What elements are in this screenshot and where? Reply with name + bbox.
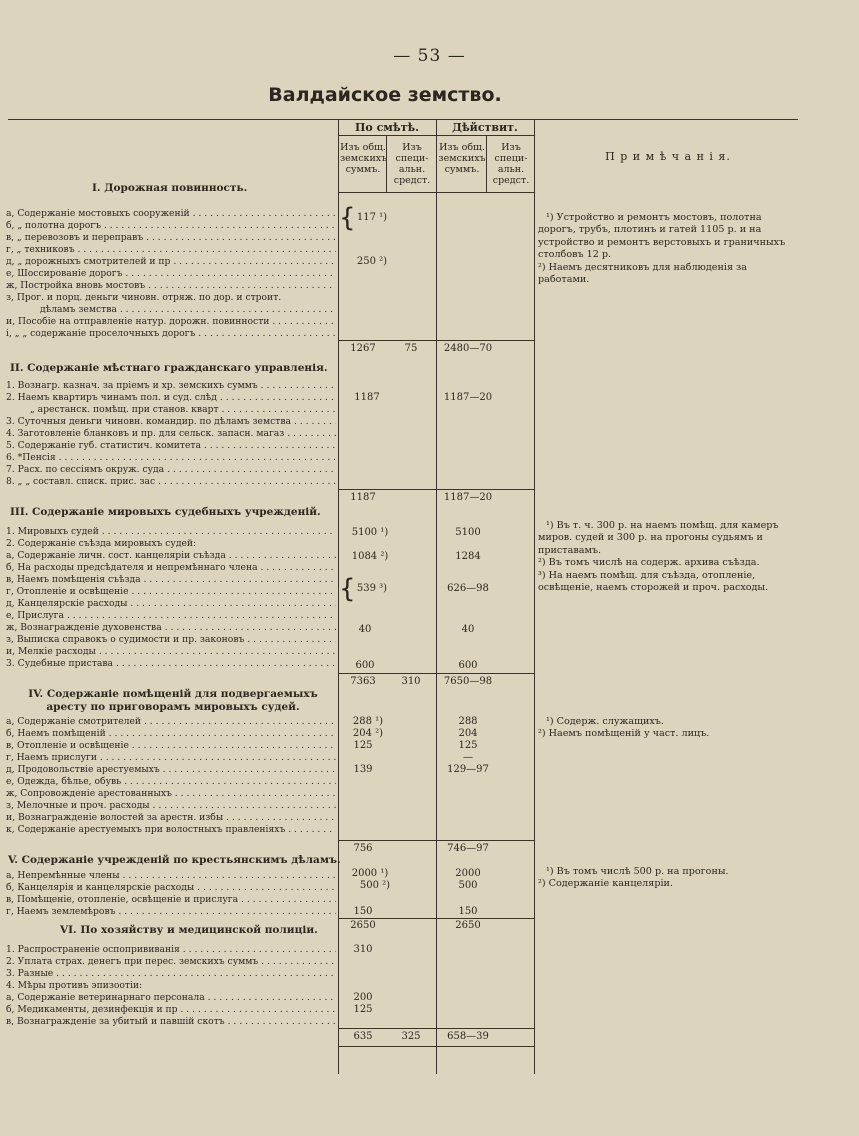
total-cell: 310 bbox=[401, 676, 421, 687]
value-cell: 150 bbox=[458, 906, 478, 917]
table-row: 1. Распространеніе оспопрививанія . . . bbox=[6, 944, 336, 956]
table-row: г, Наемъ землемѣровъ . . . bbox=[6, 906, 336, 918]
header-deystvit: Дѣйствит. bbox=[452, 121, 518, 134]
value-cell: 310 bbox=[353, 944, 373, 955]
brace: { bbox=[339, 574, 356, 604]
table-row: в, Отопленіе и освѣщеніе . . . bbox=[6, 740, 336, 752]
value-cell: 40 bbox=[461, 624, 475, 635]
table-row: б, Канцелярія и канцелярскіе расходы . . . bbox=[6, 882, 336, 894]
value-cell: 200 bbox=[353, 992, 373, 1003]
total-rule bbox=[338, 840, 534, 841]
table-row: а, Содержаніе смотрителей . . . bbox=[6, 716, 336, 728]
section-notes bbox=[538, 212, 790, 286]
value-cell: 1187—20 bbox=[443, 392, 493, 403]
table-row: 3. Разные . . . bbox=[6, 968, 336, 980]
value-cell: 2000 ¹) bbox=[351, 868, 389, 879]
table-row: 8. „ „ составл. списк. прис. зас . . . bbox=[6, 476, 336, 488]
total-cell: 2480—70 bbox=[443, 343, 493, 354]
total-cell: 658—39 bbox=[447, 1031, 489, 1042]
total-rule bbox=[338, 1028, 534, 1029]
table-row: 4. Заготовленіе бланковъ и пр. для сельск. запасн. магаз . . . bbox=[6, 428, 336, 440]
value-cell: 1187 bbox=[354, 392, 380, 403]
value-cell: 1084 ²) bbox=[351, 551, 389, 562]
brace: { bbox=[339, 203, 356, 233]
total-rule bbox=[338, 489, 534, 490]
total-cell: 1267 bbox=[350, 343, 376, 354]
table-row: к, Содержаніе арестуемыхъ при волостныхъ правленіяхъ . . . bbox=[6, 824, 336, 836]
note-text: ¹) Устройство и ремонтъ мостовъ, полотна дорогъ, трубъ, плотинъ и гатей 1105 р. и на устройство и ремонтъ верстовыхъ и граничныхъ столбовъ 12 р. ²) Наемъ десятниковъ для наблюденія за работами. bbox=[538, 212, 786, 286]
table-row: 2. Наемъ квартиръ чинамъ пол. и суд. слѣд . . . bbox=[6, 392, 336, 404]
table-row: д, Канцелярскіе расходы . . . bbox=[6, 598, 336, 610]
value-cell: 2000 bbox=[455, 868, 481, 879]
value-cell: 5100 bbox=[455, 527, 481, 538]
header-primechania: П р и м ѣ ч а н і я. bbox=[605, 150, 731, 163]
section-title: VI. По хозяйству и медицинской полиціи. bbox=[60, 924, 318, 936]
total-cell: 756 bbox=[353, 843, 373, 854]
value-cell: 600 bbox=[458, 660, 478, 671]
table-row: 1. Вознагр. казнач. за пріемъ и хр. земскихъ суммъ . . . bbox=[6, 380, 336, 392]
table-row: в, „ перевозовъ и переправъ . . . bbox=[6, 232, 336, 244]
header-po-smete: По смѣтѣ. bbox=[355, 121, 419, 134]
total-cell: 75 bbox=[404, 343, 418, 354]
table-row: з, Прог. и порц. деньги чиновн. отряж. по дор. и строит. bbox=[6, 292, 282, 303]
table-row: „ арестанск. помѣщ. при станов. кварт . . . bbox=[30, 404, 336, 416]
total-rule bbox=[338, 673, 534, 674]
value-cell: 288 ¹) bbox=[352, 716, 384, 727]
value-cell: 125 bbox=[353, 740, 373, 751]
value-cell: 500 bbox=[458, 880, 478, 891]
value-cell: 117 ¹) bbox=[356, 212, 388, 223]
table-row: г, Наемъ прислуги . . . bbox=[6, 752, 336, 764]
col-divider-5 bbox=[534, 119, 535, 1074]
value-cell: 600 bbox=[355, 660, 375, 671]
total-cell: 7650—98 bbox=[443, 676, 493, 687]
table-row: 2. Уплата страх. денегъ при перес. земскихъ суммъ . . . bbox=[6, 956, 336, 968]
table-row: д, „ дорожныхъ смотрителей и пр . . . bbox=[6, 256, 336, 268]
header-col-obsh2: Изъ общ. земскихъ суммъ. bbox=[438, 142, 486, 175]
total-cell: 1187 bbox=[350, 492, 376, 503]
bottom-rule bbox=[338, 1046, 534, 1047]
table-row: і, „ „ содержаніе проселочныхъ дорогъ . . . bbox=[6, 328, 336, 340]
header-col-spec2: Изъ специ-альн. средст. bbox=[492, 142, 530, 186]
table-row: 4. Мѣры противъ эпизоотіи: bbox=[6, 980, 143, 991]
table-row: е, Шоссированіе дорогъ . . . bbox=[6, 268, 336, 280]
table-row: а, Содержаніе ветеринарнаго персонала . . . bbox=[6, 992, 336, 1004]
value-cell: 125 bbox=[458, 740, 478, 751]
value-cell: 5100 ¹) bbox=[351, 527, 389, 538]
col-divider-4 bbox=[486, 135, 487, 192]
table-row: 1. Мировыхъ судей . . . bbox=[6, 526, 336, 538]
table-row: б, Медикаменты, дезинфекція и пр . . . bbox=[6, 1004, 336, 1016]
table-row: и, Вознагражденіе волостей за арестн. избы . . . bbox=[6, 812, 336, 824]
table-row: 5. Содержаніе губ. статистич. комитета . . . bbox=[6, 440, 336, 452]
page-number: — 53 — bbox=[393, 46, 466, 66]
total-cell: 2650 bbox=[455, 920, 481, 931]
table-row: в, Вознагражденіе за убитый и павшій скотъ . . . bbox=[6, 1016, 336, 1028]
table-row: 3. Судебные пристава . . . bbox=[6, 658, 336, 670]
value-cell: 1284 bbox=[455, 551, 481, 562]
value-cell: 204 ²) bbox=[352, 728, 384, 739]
table-row: д, Продовольствіе арестуемыхъ . . . bbox=[6, 764, 336, 776]
table-row: в, Наемъ помѣщенія съѣзда . . . bbox=[6, 574, 336, 586]
table-row: 6. *Пенсія . . . bbox=[6, 452, 336, 464]
col-divider-3 bbox=[436, 119, 437, 1074]
value-cell: 626—98 bbox=[447, 583, 489, 594]
value-cell: 129—97 bbox=[447, 764, 489, 775]
total-rule bbox=[338, 918, 534, 919]
table-row: а, Непремѣнные члены . . . bbox=[6, 870, 336, 882]
table-row: з, Мелочные и проч. расходы . . . bbox=[6, 800, 336, 812]
table-row: и, Пособіе на отправленіе натур. дорожн. повинности . . . bbox=[6, 316, 336, 328]
value-cell: 250 ²) bbox=[356, 256, 388, 267]
total-cell: 746—97 bbox=[447, 843, 489, 854]
note-text: ¹) Въ томъ числѣ 500 р. на прогоны. ²) Содержаніе канцеляріи. bbox=[538, 866, 729, 890]
table-row: г, Отопленіе и освѣщеніе . . . bbox=[6, 586, 336, 598]
header-col-obsh: Изъ общ. земскихъ суммъ. bbox=[340, 142, 388, 175]
value-cell: 150 bbox=[353, 906, 373, 917]
total-cell: 635 bbox=[353, 1031, 373, 1042]
table-row: в, Помѣщеніе, отопленіе, освѣщеніе и прислуга . . . bbox=[6, 894, 336, 906]
page-title: Валдайское земство. bbox=[268, 84, 502, 106]
table-row: г, „ техниковъ . . . bbox=[6, 244, 336, 256]
value-cell: 204 bbox=[458, 728, 478, 739]
table-row: дѣламъ земства . . . bbox=[40, 304, 336, 316]
note-text: ¹) Содерж. служащихъ. ²) Наемъ помѣщеній у част. лицъ. bbox=[538, 716, 710, 740]
table-row: 7. Расх. по сессіямъ окруж. суда . . . bbox=[6, 464, 336, 476]
value-cell: 288 bbox=[458, 716, 478, 727]
table-row: б, „ полотна дорогъ . . . bbox=[6, 220, 336, 232]
section-notes bbox=[538, 716, 790, 741]
table-row: ж, Вознагражденіе духовенства . . . bbox=[6, 622, 336, 634]
table-row: е, Прислуга . . . bbox=[6, 610, 336, 622]
table-row: 2. Содержаніе съѣзда мировыхъ судей: bbox=[6, 538, 197, 549]
section-title: II. Содержаніе мѣстнаго гражданскаго управленія. bbox=[10, 362, 328, 374]
total-cell: 325 bbox=[401, 1031, 421, 1042]
table-row: и, Мелкіе расходы . . . bbox=[6, 646, 336, 658]
section-notes bbox=[538, 866, 790, 891]
table-row: б, Наемъ помѣщеній . . . bbox=[6, 728, 336, 740]
section-title: III. Содержаніе мировыхъ судебныхъ учрежденій. bbox=[10, 506, 321, 518]
section-title: IV. Содержаніе помѣщеній для подвергаемыхъ аресту по приговорамъ мировыхъ судей. bbox=[28, 688, 318, 713]
table-top-rule bbox=[8, 119, 798, 120]
table-row: е, Одежда, бѣлье, обувь . . . bbox=[6, 776, 336, 788]
value-cell: 125 bbox=[353, 1004, 373, 1015]
note-text: ¹) Въ т. ч. 300 р. на наемъ помѣщ. для камеръ миров. судей и 300 р. на прогоны судьямъ и приставамъ. ²) Въ томъ числѣ на содерж. архива съѣзда. ³) На наемъ помѣщ. для съѣзда, отопленіе, освѣщеніе, наемъ сторожей и проч. расходы. bbox=[538, 520, 779, 594]
table-row: ж, Сопровожденіе арестованныхъ . . . bbox=[6, 788, 336, 800]
table-row: б, На расходы предсѣдателя и непремѣннаго члена . . . bbox=[6, 562, 336, 574]
header-col-spec: Изъ специ-альн. средст. bbox=[393, 142, 431, 186]
total-rule bbox=[338, 340, 534, 341]
table-row: 3. Суточныя деньги чиновн. командир. по дѣламъ земства . . . bbox=[6, 416, 336, 428]
table-row: а, Содержаніе мостовыхъ сооруженій . . . bbox=[6, 208, 336, 220]
total-cell: 2650 bbox=[350, 920, 376, 931]
table-row: а, Содержаніе личн. сост. канцеляріи съѣзда . . . bbox=[6, 550, 336, 562]
value-cell: 500 ²) bbox=[359, 880, 391, 891]
section-notes bbox=[538, 520, 790, 594]
value-cell: — bbox=[463, 752, 473, 763]
table-row: ж, Постройка вновь мостовъ . . . bbox=[6, 280, 336, 292]
value-cell: 139 bbox=[353, 764, 373, 775]
value-cell: 539 ³) bbox=[356, 583, 388, 594]
section-title: V. Содержаніе учрежденій по крестьянскимъ дѣламъ. bbox=[8, 854, 341, 866]
total-cell: 7363 bbox=[350, 676, 376, 687]
total-cell: 1187—20 bbox=[443, 492, 493, 503]
value-cell: 40 bbox=[358, 624, 372, 635]
section-title: I. Дорожная повинность. bbox=[92, 182, 248, 194]
table-row: з, Выписка справокъ о судимости и пр. законовъ . . . bbox=[6, 634, 336, 646]
